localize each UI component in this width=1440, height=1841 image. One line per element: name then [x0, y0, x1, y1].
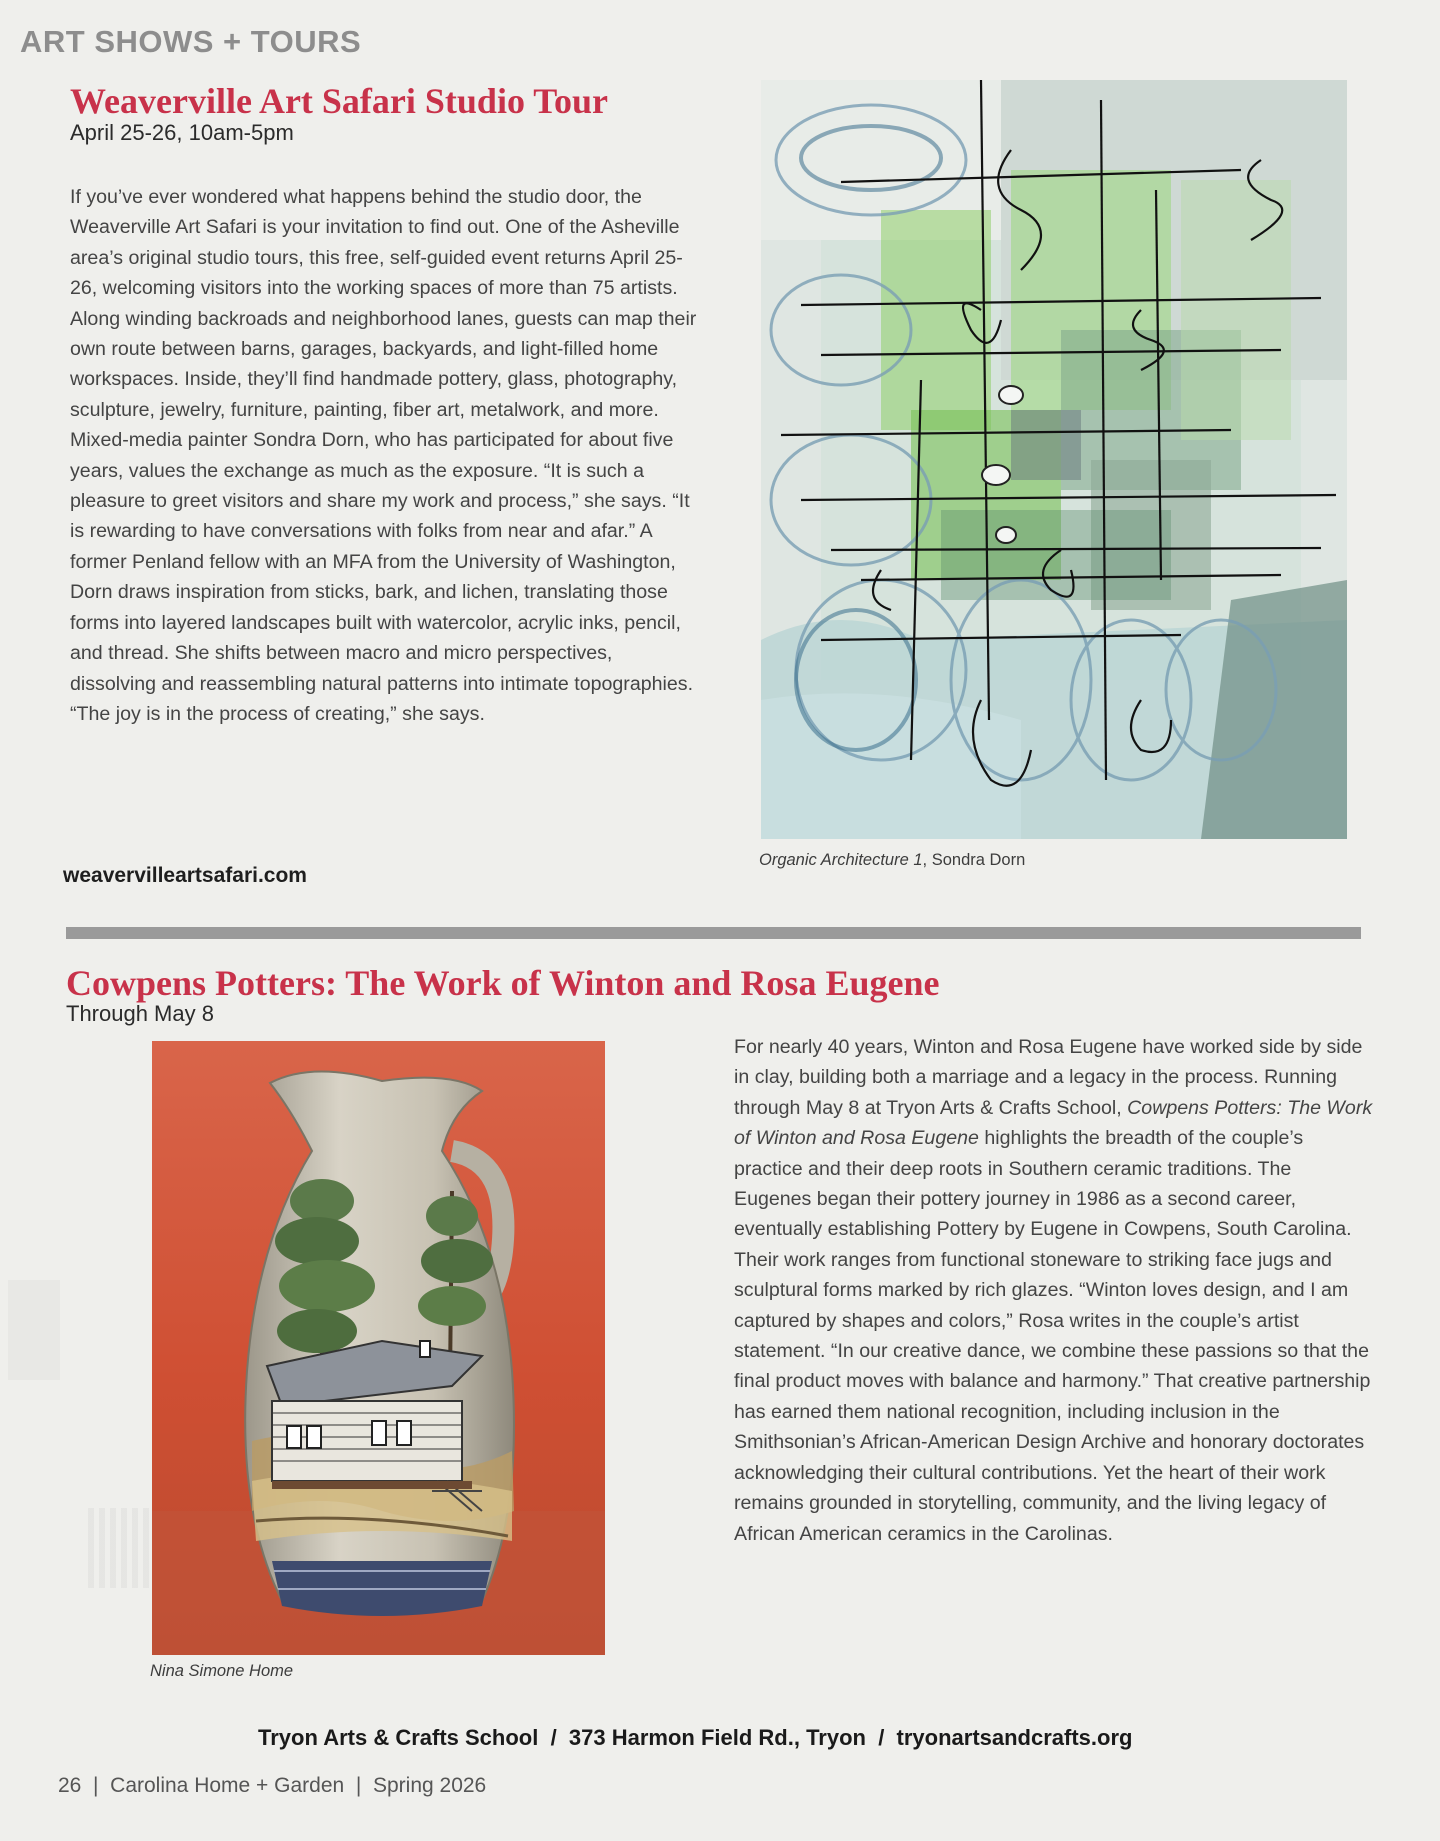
article1-title: Weaverville Art Safari Studio Tour [70, 81, 609, 121]
pot-photo [152, 1041, 605, 1655]
venue-footer: Tryon Arts & Crafts School / 373 Harmon Field Rd., Tryon / tryonartsandcrafts.org [258, 1725, 1133, 1750]
pot-image [152, 1041, 605, 1655]
page-folio: 26 | Carolina Home + Garden | Spring 2026 [58, 1774, 487, 1797]
painting-image [761, 80, 1347, 839]
painting-caption [759, 851, 1025, 870]
article2-body-part2: highlights the breadth of the couple’s practice and their deep roots in Southern ceramic traditions. The Eugenes began their pottery journey in 1986 as a second career, eventually establishing Pottery by Eugene in Cowpens, South Carolina. Their work ranges from functional stoneware to striking face jugs and sculptural forms marked by rich glazes. “Winton loves design, and I am captured by shapes and colors,” Rosa writes in the couple’s artist statement. “In our creative dance, we combine these passions so that the final product moves with balance and harmony.” That creative partnership has earned them national recognition, including inclusion in the Smithsonian’s African-American Design Archive and honorary doctorates acknowledging their cultural contributions. Yet the heart of their work remains grounded in storytelling, community, and the living legacy of African American ceramics in the Carolinas. [734, 1127, 1371, 1545]
article2-title: Cowpens Potters: The Work of Winton and Rosa Eugene [66, 963, 940, 1003]
pot-caption [150, 1662, 293, 1681]
ghost-bleed-text [8, 1280, 60, 1380]
article2-body [734, 1032, 1374, 1549]
article1-body-text: If you’ve ever wondered what happens behind the studio door, the Weaverville Art Safari is your invitation to find out. One of the Asheville area’s original studio tours, this free, self-guided event returns April 25-26, welcoming visitors into the working spaces of more than 75 artists. Along winding backroads and neighborhood lanes, guests can map their own route between barns, garages, backyards, and light-filled home workspaces. Inside, they’ll find handmade pottery, glass, photography, sculpture, jewelry, furniture, painting, fiber art, metalwork, and more. Mixed-media painter Sondra Dorn, who has participated for about five years, values the exchange as much as the exposure. “It is such a pleasure to greet visitors and share my work and process,” she says. “It is rewarding to have conversations with folks from near and afar.” A former Penland fellow with an MFA from the University of Washington, Dorn draws inspiration from sticks, bark, and lichen, translating those forms into layered landscapes built with watercolor, acrylic inks, pencil, and thread. She shifts between macro and micro perspectives, dissolving and reassembling natural patterns into intimate topographies. “The joy is in the process of creating,” she says. [70, 186, 697, 725]
section-label: ART SHOWS + TOURS [20, 24, 362, 59]
article2-body-text [734, 1032, 1374, 1549]
painting-caption-artist: , Sondra Dorn [922, 851, 1026, 869]
section-divider [66, 927, 1361, 939]
article1-dates: April 25-26, 10am-5pm [70, 120, 294, 145]
ghost-qr-mark [88, 1508, 154, 1588]
painting-artwork [761, 80, 1347, 839]
pot-caption-text: Nina Simone Home [150, 1662, 294, 1680]
article2-body-italic: Cowpens Potters: The Work of Winton and Rosa Eugene [734, 1096, 1373, 1150]
article1-body [70, 182, 700, 729]
article1-url-link[interactable]: weavervilleartsafari.com [63, 864, 307, 887]
article2-body-part1: For nearly 40 years, Winton and Rosa Eugene have worked side by side in clay, building both a marriage and a legacy in the process. Running through May 8 at Tryon Arts & Crafts School, [734, 1036, 1363, 1119]
painting-caption-title: Organic Architecture 1 [759, 851, 923, 869]
article2-dates: Through May 8 [66, 1001, 214, 1026]
